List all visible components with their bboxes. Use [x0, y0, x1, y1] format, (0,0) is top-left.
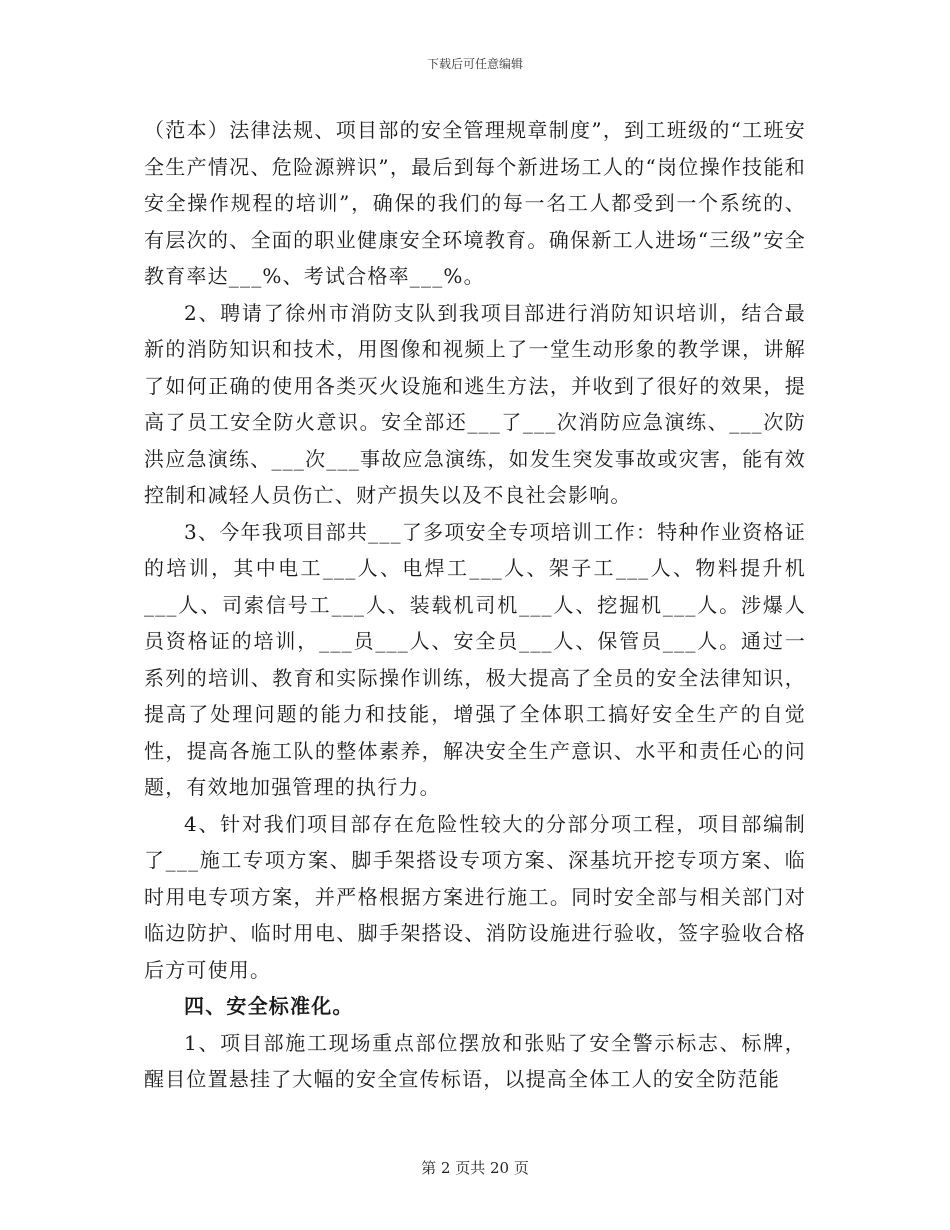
paragraph-item-1: 1、项目部施工现场重点部位摆放和张贴了安全警示标志、标牌，醒目位置悬挂了大幅的安全宣传标语，以提高全体工人的安全防范能 [144, 1030, 806, 1091]
paragraph-continuation: （范本）法律法规、项目部的安全管理规章制度”，到工班级的“工班安全生产情况、危险源辨识”，最后到每个新进场工人的“岗位操作技能和安全操作规程的培训”，确保的我们的每一名工人都受到一个系统的、有层次的、全面的职业健康安全环境教育。确保新工人进场“三级”安全教育率达___%、考试合格率___%。 [144, 118, 806, 288]
page-header: 下载后可任意编辑 [426, 57, 523, 71]
paragraph-item-3: 3、今年我项目部共___了多项安全专项培训工作：特种作业资格证的培训，其中电工___人、电焊工___人、架子工___人、物料提升机___人、司索信号工___人、装载机司机___人、挖掘机___人。涉爆人员资格证的培训，___员___人、安全员___人、保管员___人。通过一系列的培训、教育和实际操作训练，极大提高了全员的安全法律知识，提高了处理问题的能力和技能，增强了全体职工搞好安全生产的自觉性，提高各施工队的整体素养，解决安全生产意识、水平和责任心的问题，有效地加强管理的执行力。 [144, 519, 806, 799]
section-heading: 四、安全标准化。 [184, 994, 354, 1018]
page-footer: 第 2 页共 20 页 [421, 1159, 529, 1177]
paragraph-item-4: 4、针对我们项目部存在危险性较大的分部分项工程，项目部编制了___施工专项方案、脚手架搭设专项方案、深基坑开挖专项方案、临时用电专项方案，并严格根据方案进行施工。同时安全部与相关部门对临边防护、临时用电、脚手架搭设、消防设施进行验收，签字验收合格后方可使用。 [144, 811, 806, 982]
document-body [144, 112, 806, 1098]
paragraph-item-2: 2、聘请了徐州市消防支队到我项目部进行消防知识培训，结合最新的消防知识和技术，用图像和视频上了一堂生动形象的教学课，讲解了如何正确的使用各类灭火设施和逃生方法，并收到了很好的效果，提高了员工安全防火意识。安全部还___了___次消防应急演练、___次防洪应急演练、___次___事故应急演练，如发生突发事故或灾害，能有效控制和减轻人员伤亡、财产损失以及不良社会影响。 [144, 300, 806, 507]
